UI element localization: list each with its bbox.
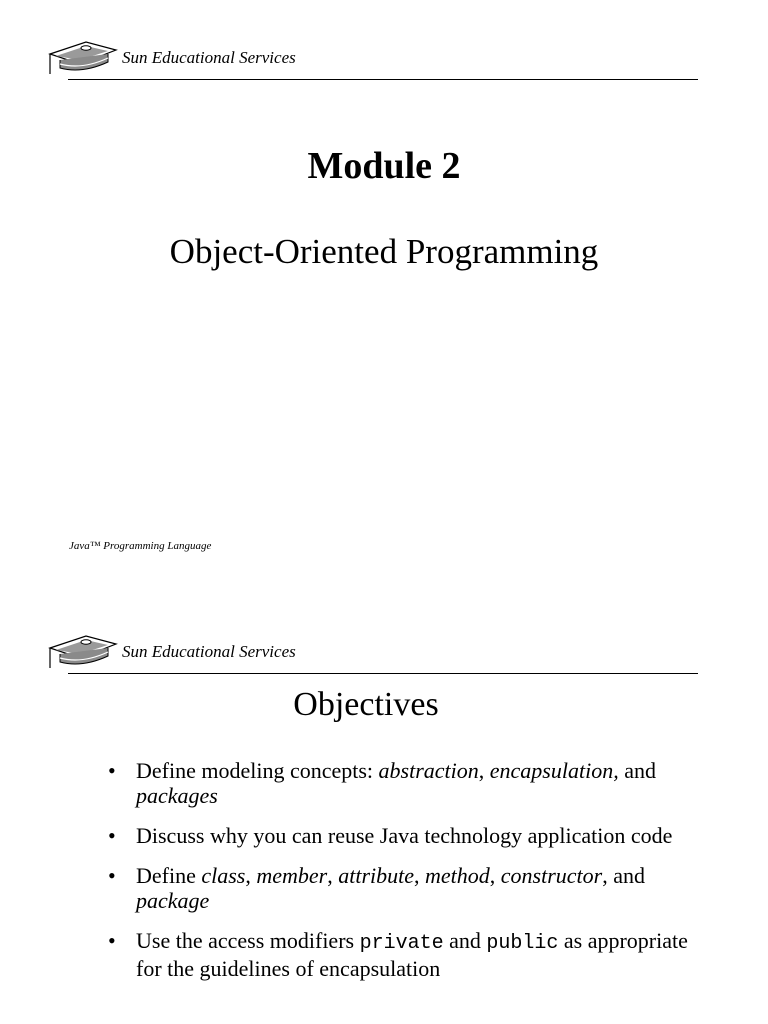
graduation-cap-icon bbox=[46, 634, 118, 672]
module-title: Module 2 bbox=[307, 145, 461, 187]
objectives-title: Objectives bbox=[293, 686, 439, 723]
objectives-slide bbox=[0, 594, 768, 1024]
organization-name: Sun Educational Services bbox=[122, 642, 296, 661]
objectives-list bbox=[108, 758, 708, 996]
code-keyword: private bbox=[359, 932, 444, 955]
header-divider bbox=[68, 79, 698, 80]
slide-header bbox=[0, 0, 768, 90]
list-item: • Define modeling concepts: abstraction, encapsulation, and packages bbox=[108, 758, 656, 808]
code-keyword: public bbox=[486, 932, 559, 955]
graduation-cap-icon bbox=[46, 40, 118, 78]
bullet-glyph: • bbox=[108, 823, 116, 848]
list-item: • Define class, member, attribute, method, constructor, and package bbox=[108, 863, 645, 913]
list-item: • Use the access modifiers private and public as appropriate for the guidelines of encapsulation bbox=[108, 928, 688, 981]
list-item: • Discuss why you can reuse Java technology application code bbox=[108, 823, 673, 848]
bullet-glyph: • bbox=[108, 928, 116, 953]
organization-name: Sun Educational Services bbox=[122, 48, 296, 67]
header-divider bbox=[68, 673, 698, 674]
slide-footer: Java™ Programming Language bbox=[69, 540, 212, 552]
bullet-glyph: • bbox=[108, 758, 116, 783]
slide-header bbox=[0, 594, 768, 684]
module-subtitle: Object-Oriented Programming bbox=[169, 232, 599, 271]
bullet-glyph: • bbox=[108, 863, 116, 888]
